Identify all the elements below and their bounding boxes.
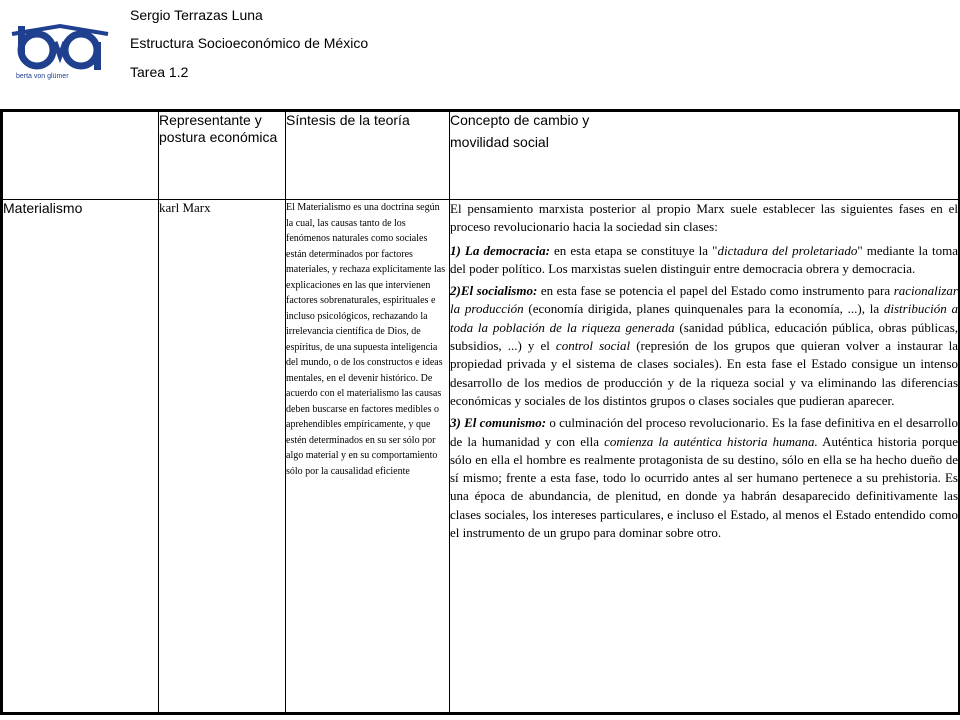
phase-2-italic-3: control social <box>555 338 631 354</box>
phase-2-italic-2: distribución a toda la población de la riqueza generada <box>450 301 958 335</box>
course-name: Estructura Socioeconómico de México <box>130 35 369 51</box>
svg-text:berta von glümer: berta von glümer <box>16 73 69 80</box>
phase-1-title: 1) La democracia: <box>450 242 550 258</box>
phase-comunismo <box>450 414 958 542</box>
header-concepto-line1: Concepto de cambio y <box>450 112 590 128</box>
phase-3-text-b: Auténtica historia porque sólo en ella el hombre es realmente protagonista de su destino, sólo en ella se ha hecho dueño de sí mismo; frente a esta fase, todo lo ocurrido antes al ser humano pertenece a su prehistoria. Es una época de abundancia, de plenitud, en donde ya habrán desaparecido definitivamente las clases sociales, los intereses particulares, e incluso el Estado, al menos el Estado entendido como el instrumento de un grupo para dominar sobre otro. <box>450 433 958 541</box>
row-label-materialismo: Materialismo <box>2 200 159 714</box>
concept-intro: El pensamiento marxista posterior al propio Marx suele establecer las siguientes fases en el proceso revolucionario hacia la sociedad sin clases: <box>450 201 958 235</box>
theory-synthesis: El Materialismo es una doctrina según la cual, las causas tanto de los fenómenos naturales como sociales están determinados por factores materiales, y rechaza explícitamente las explicaciones en las que intervienen factores sobrenaturales, espirituales e incluso psicológicos, rechazando la irrelevancia científica de Dios, de espíritus, de una supuesta inteligencia del mundo, o de los constructos e ideas mentales, en el devenir histórico. De acuerdo con el materialismo las causas deben buscarse en factores medibles o aprehendibles empíricamente, y que estén determinados en su ser sólo por algo material y en su comportamiento sólo por la causalidad eficiente <box>286 200 450 714</box>
phase-2-text-b: (economía dirigida, planes quinquenales para la economía, ...), la <box>523 301 884 317</box>
representative-name: karl Marx <box>159 200 286 714</box>
header-cell-concepto <box>450 111 960 200</box>
owl-logo-icon <box>10 12 110 82</box>
change-concept-cell <box>450 200 960 714</box>
table-header-row <box>2 111 960 200</box>
header-cell-representante: Representante y postura económica <box>159 111 286 200</box>
table-row <box>2 200 960 714</box>
header-concepto-line2: movilidad social <box>450 133 549 150</box>
berta-von-glumer-logo <box>10 12 110 82</box>
assignment-title: Tarea 1.2 <box>130 64 189 80</box>
phase-3-text-a: o culminación del proceso revolucionario. Es la fase definitiva en el desarrollo de la humanidad y con ella <box>450 415 958 449</box>
phase-2-text-d: (represión de los grupos que quieran volver a instaurar la propiedad privada y el sistema de clases sociales). En esta fase el Estado consigue un intenso desarrollo de los medios de producción y de la riqueza social y va eliminando las diferencias económicas y sociales de los distintos grupos o clases sociales que pudieran aparecer. <box>450 338 958 408</box>
phase-socialismo <box>450 282 958 410</box>
phase-1-text-italic: dictadura del proletariado <box>717 242 858 258</box>
header-cell-empty <box>2 111 159 200</box>
phase-1-text-b: " mediante la toma del poder político. Los marxistas suelen distinguir entre democracia obrera y democracia. <box>450 242 959 276</box>
header-cell-sintesis: Síntesis de la teoría <box>286 111 450 200</box>
phase-2-italic-1: racionalizar la producción <box>450 283 958 317</box>
phase-2-text-a: en esta fase se potencia el papel del Estado como instrumento para <box>537 283 894 299</box>
theory-table <box>0 109 960 715</box>
phase-3-title: 3) El comunismo: <box>450 415 547 431</box>
phase-1-text-a: en esta etapa se constituye la " <box>549 242 718 258</box>
phase-2-text-c: (sanidad pública, educación pública, obras públicas, subsidios, ...) y el <box>450 319 958 354</box>
phase-democracia <box>450 242 958 279</box>
phase-2-title: 2)El socialismo: <box>450 283 538 299</box>
phase-3-italic: comienza la auténtica historia humana. <box>604 433 818 449</box>
author-name: Sergio Terrazas Luna <box>130 7 263 23</box>
